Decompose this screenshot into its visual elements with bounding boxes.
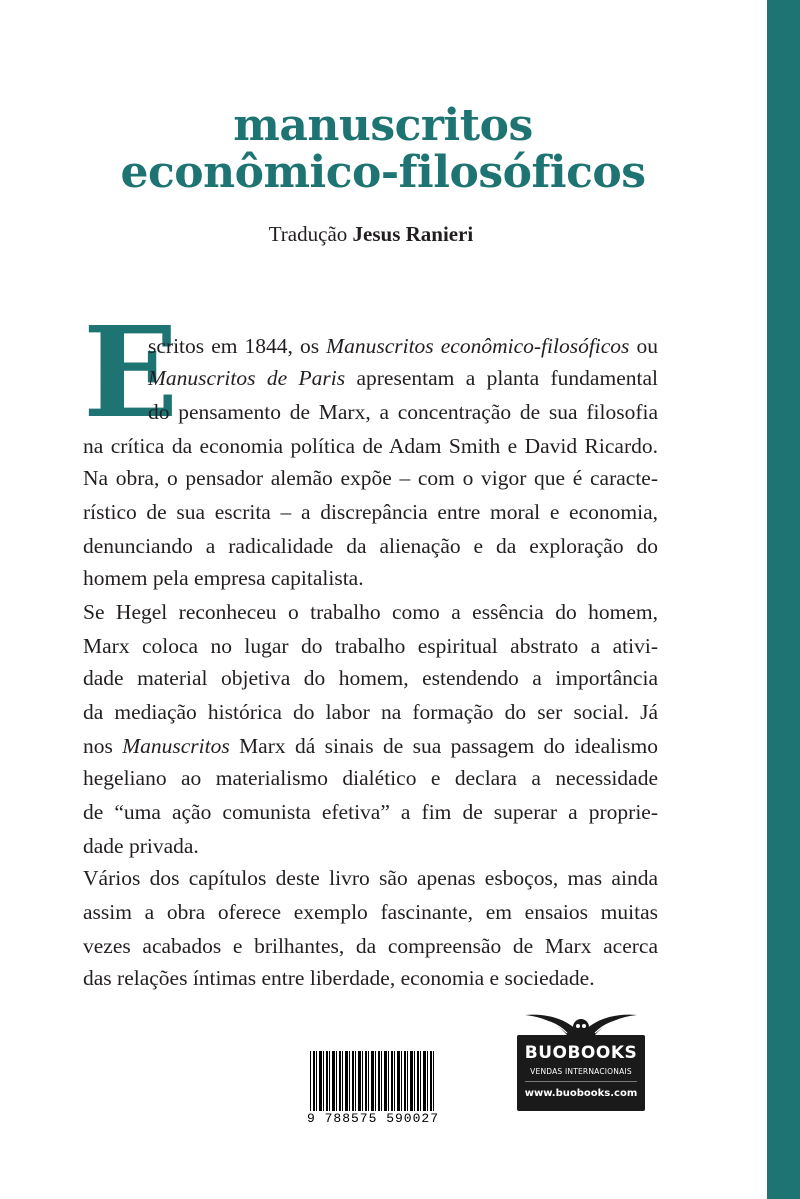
blurb-line <box>83 896 658 928</box>
blurb-line <box>83 830 199 862</box>
text-span: Marx coloca no lugar do trabalho espiritual abstrato a ativi- <box>83 634 658 658</box>
blurb-line <box>83 562 364 594</box>
blurb-line <box>148 362 658 394</box>
blurb-line <box>83 762 658 794</box>
text-span: vezes acabados e brilhantes, da compreensão de Marx acerca <box>83 934 658 958</box>
blurb-line <box>83 730 658 762</box>
book-title-line-2: econômico-filosóficos <box>120 147 646 198</box>
text-span: homem pela empresa capitalista. <box>83 566 364 590</box>
blurb-line <box>83 462 658 494</box>
text-span: denunciando a radicalidade da alienação e da exploração do <box>83 534 658 558</box>
blurb-line <box>83 596 658 628</box>
blurb-line <box>148 330 658 362</box>
blurb-line <box>83 662 658 694</box>
logo-divider <box>525 1081 637 1082</box>
spine-bar <box>767 0 800 1199</box>
text-span: assim a obra oferece exemplo fascinante, em ensaios muitas <box>83 900 658 924</box>
publisher-logo <box>517 1005 645 1111</box>
text-span: das relações íntimas entre liberdade, economia e sociedade. <box>83 966 595 990</box>
text-span: da mediação histórica do labor na formação do ser social. Já <box>83 700 658 724</box>
isbn-barcode <box>306 1051 440 1129</box>
text-span: de “uma ação comunista efetiva” a fim de superar a proprie- <box>83 800 658 824</box>
blurb-line <box>148 396 658 428</box>
blurb-line <box>83 796 658 828</box>
text-span: dade privada. <box>83 834 199 858</box>
translator-credit <box>0 222 742 247</box>
publisher-url: www.buobooks.com <box>524 1088 638 1099</box>
text-span: do pensamento de Marx, a concentração de sua filosofia <box>148 400 658 424</box>
text-span: Marx dá sinais de sua passagem do idealismo <box>229 734 658 758</box>
text-span: Vários dos capítulos deste livro são apenas esboços, mas ainda <box>83 866 658 890</box>
blurb-line <box>83 862 658 894</box>
italic-title-span: Manuscritos <box>122 734 230 758</box>
text-span: scritos em 1844, os <box>148 334 327 358</box>
text-span: hegeliano ao materialismo dialético e declara a necessidade <box>83 766 658 790</box>
text-span: rístico de sua escrita – a discrepância entre moral e economia, <box>83 500 658 524</box>
barcode-icon <box>310 1051 436 1111</box>
blurb-line <box>83 430 658 462</box>
blurb-line <box>83 630 658 662</box>
book-title-line-1: manuscritos <box>233 100 533 151</box>
text-span: ou <box>629 334 658 358</box>
italic-title-span: Manuscritos de Paris <box>148 366 346 390</box>
translator-name: Jesus Ranieri <box>352 222 474 246</box>
text-span: apresentam a planta fundamental <box>345 366 658 390</box>
isbn-number: 9 788575 590027 <box>306 1111 440 1126</box>
text-span: dade material objetiva do homem, estendendo a importância <box>83 666 658 690</box>
publisher-brand: BUOBOOKS <box>524 1043 638 1063</box>
text-span: Na obra, o pensador alemão expõe – com o vigor que é caracte- <box>83 466 658 490</box>
text-span: nos <box>83 734 123 758</box>
translator-label: Tradução <box>268 222 348 246</box>
blurb-line <box>83 496 658 528</box>
drop-cap: E <box>83 300 179 446</box>
publisher-tagline: VENDAS INTERNACIONAIS <box>530 1067 632 1076</box>
text-span: na crítica da economia política de Adam Smith e David Ricardo. <box>83 434 658 458</box>
text-span: Se Hegel reconheceu o trabalho como a essência do homem, <box>83 600 658 624</box>
blurb-line <box>83 962 595 994</box>
blurb-line <box>83 696 658 728</box>
owl-wings-icon <box>523 1005 639 1039</box>
blurb-line <box>83 930 658 962</box>
italic-title-span: Manuscritos econômico-filosóficos <box>326 334 630 358</box>
blurb-line <box>83 530 658 562</box>
